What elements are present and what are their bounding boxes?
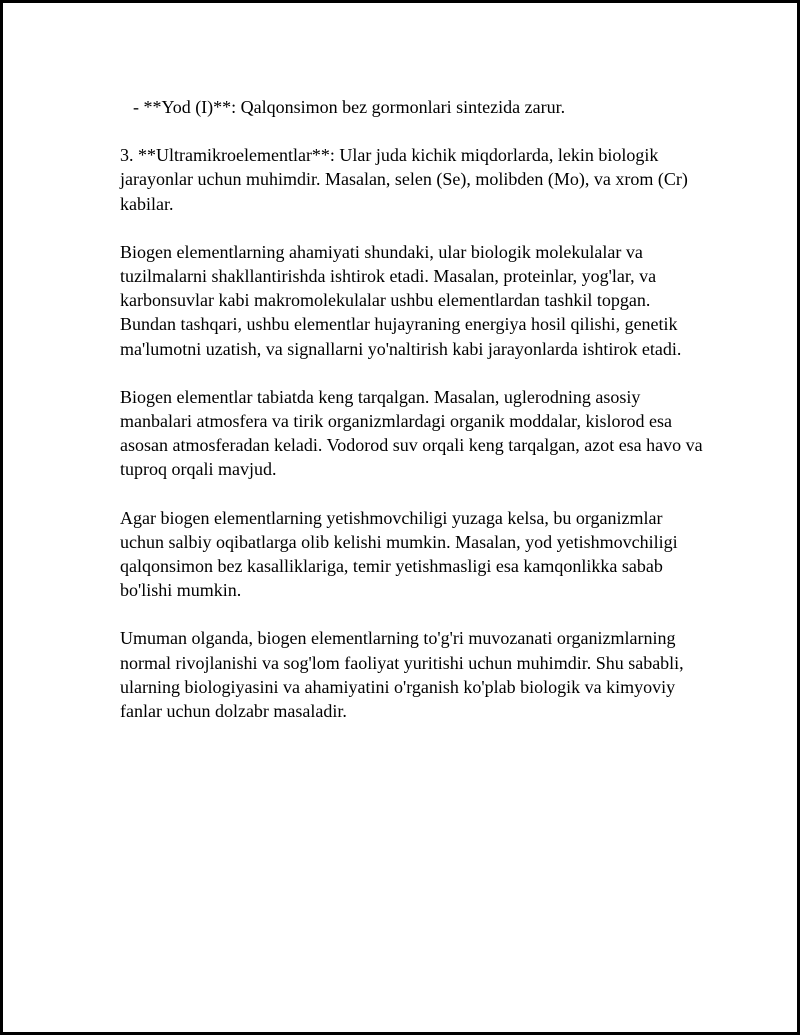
paragraph-ultramicroelements: 3. **Ultramikroelementlar**: Ular juda kichik miqdorlarda, lekin biologik jarayonlar uchun muhimdir. Masalan, selen (Se), molibden (Mo), va xrom (Cr) kabilar. [120,145,688,214]
paragraph-distribution: Biogen elementlar tabiatda keng tarqalgan. Masalan, uglerodning asosiy manbalari atmosfera va tirik organizmlardagi organik moddalar, kislorod esa asosan atmosferadan keladi. Vodorod suv orqali keng tarqalgan, azot esa havo va tuproq orqali mavjud. [120,386,703,480]
paragraph-importance: Biogen elementlarning ahamiyati shundaki, ular biologik molekulalar va tuzilmalarni shakllantirishda ishtirok etadi. Masalan, proteinlar, yog'lar, va karbonsuvlar kabi makromolekulalar ushbu elementlardan tashkil topgan. Bundan tashqari, ushbu elementlar hujayraning energiya hosil qilishi, genetik ma'lumotni uzatish, va signallarni yo'naltirish kabi jarayonlarda ishtirok etadi. [120,241,682,359]
bullet-item-iodine: - **Yod (I)**: Qalqonsimon bez gormonlari sintezida zarur. [133,97,566,117]
paragraph-conclusion: Umuman olganda, biogen elementlarning to'g'ri muvozanati organizmlarning normal rivojlanishi va sog'lom faoliyat yuritishi uchun muhimdir. Shu sababli, ularning biologiyasini va ahamiyatini o'rganish ko'plab biologik va kimyoviy fanlar uchun dolzabr masaladir. [120,628,684,722]
document-body [120,95,705,747]
paragraph-deficiency: Agar biogen elementlarning yetishmovchiligi yuzaga kelsa, bu organizmlar uchun salbiy oqibatlarga olib kelishi mumkin. Masalan, yod yetishmovchiligi qalqonsimon bez kasalliklariga, temir yetishmasligi esa kamqonlikka sabab bo'lishi mumkin. [120,507,678,601]
